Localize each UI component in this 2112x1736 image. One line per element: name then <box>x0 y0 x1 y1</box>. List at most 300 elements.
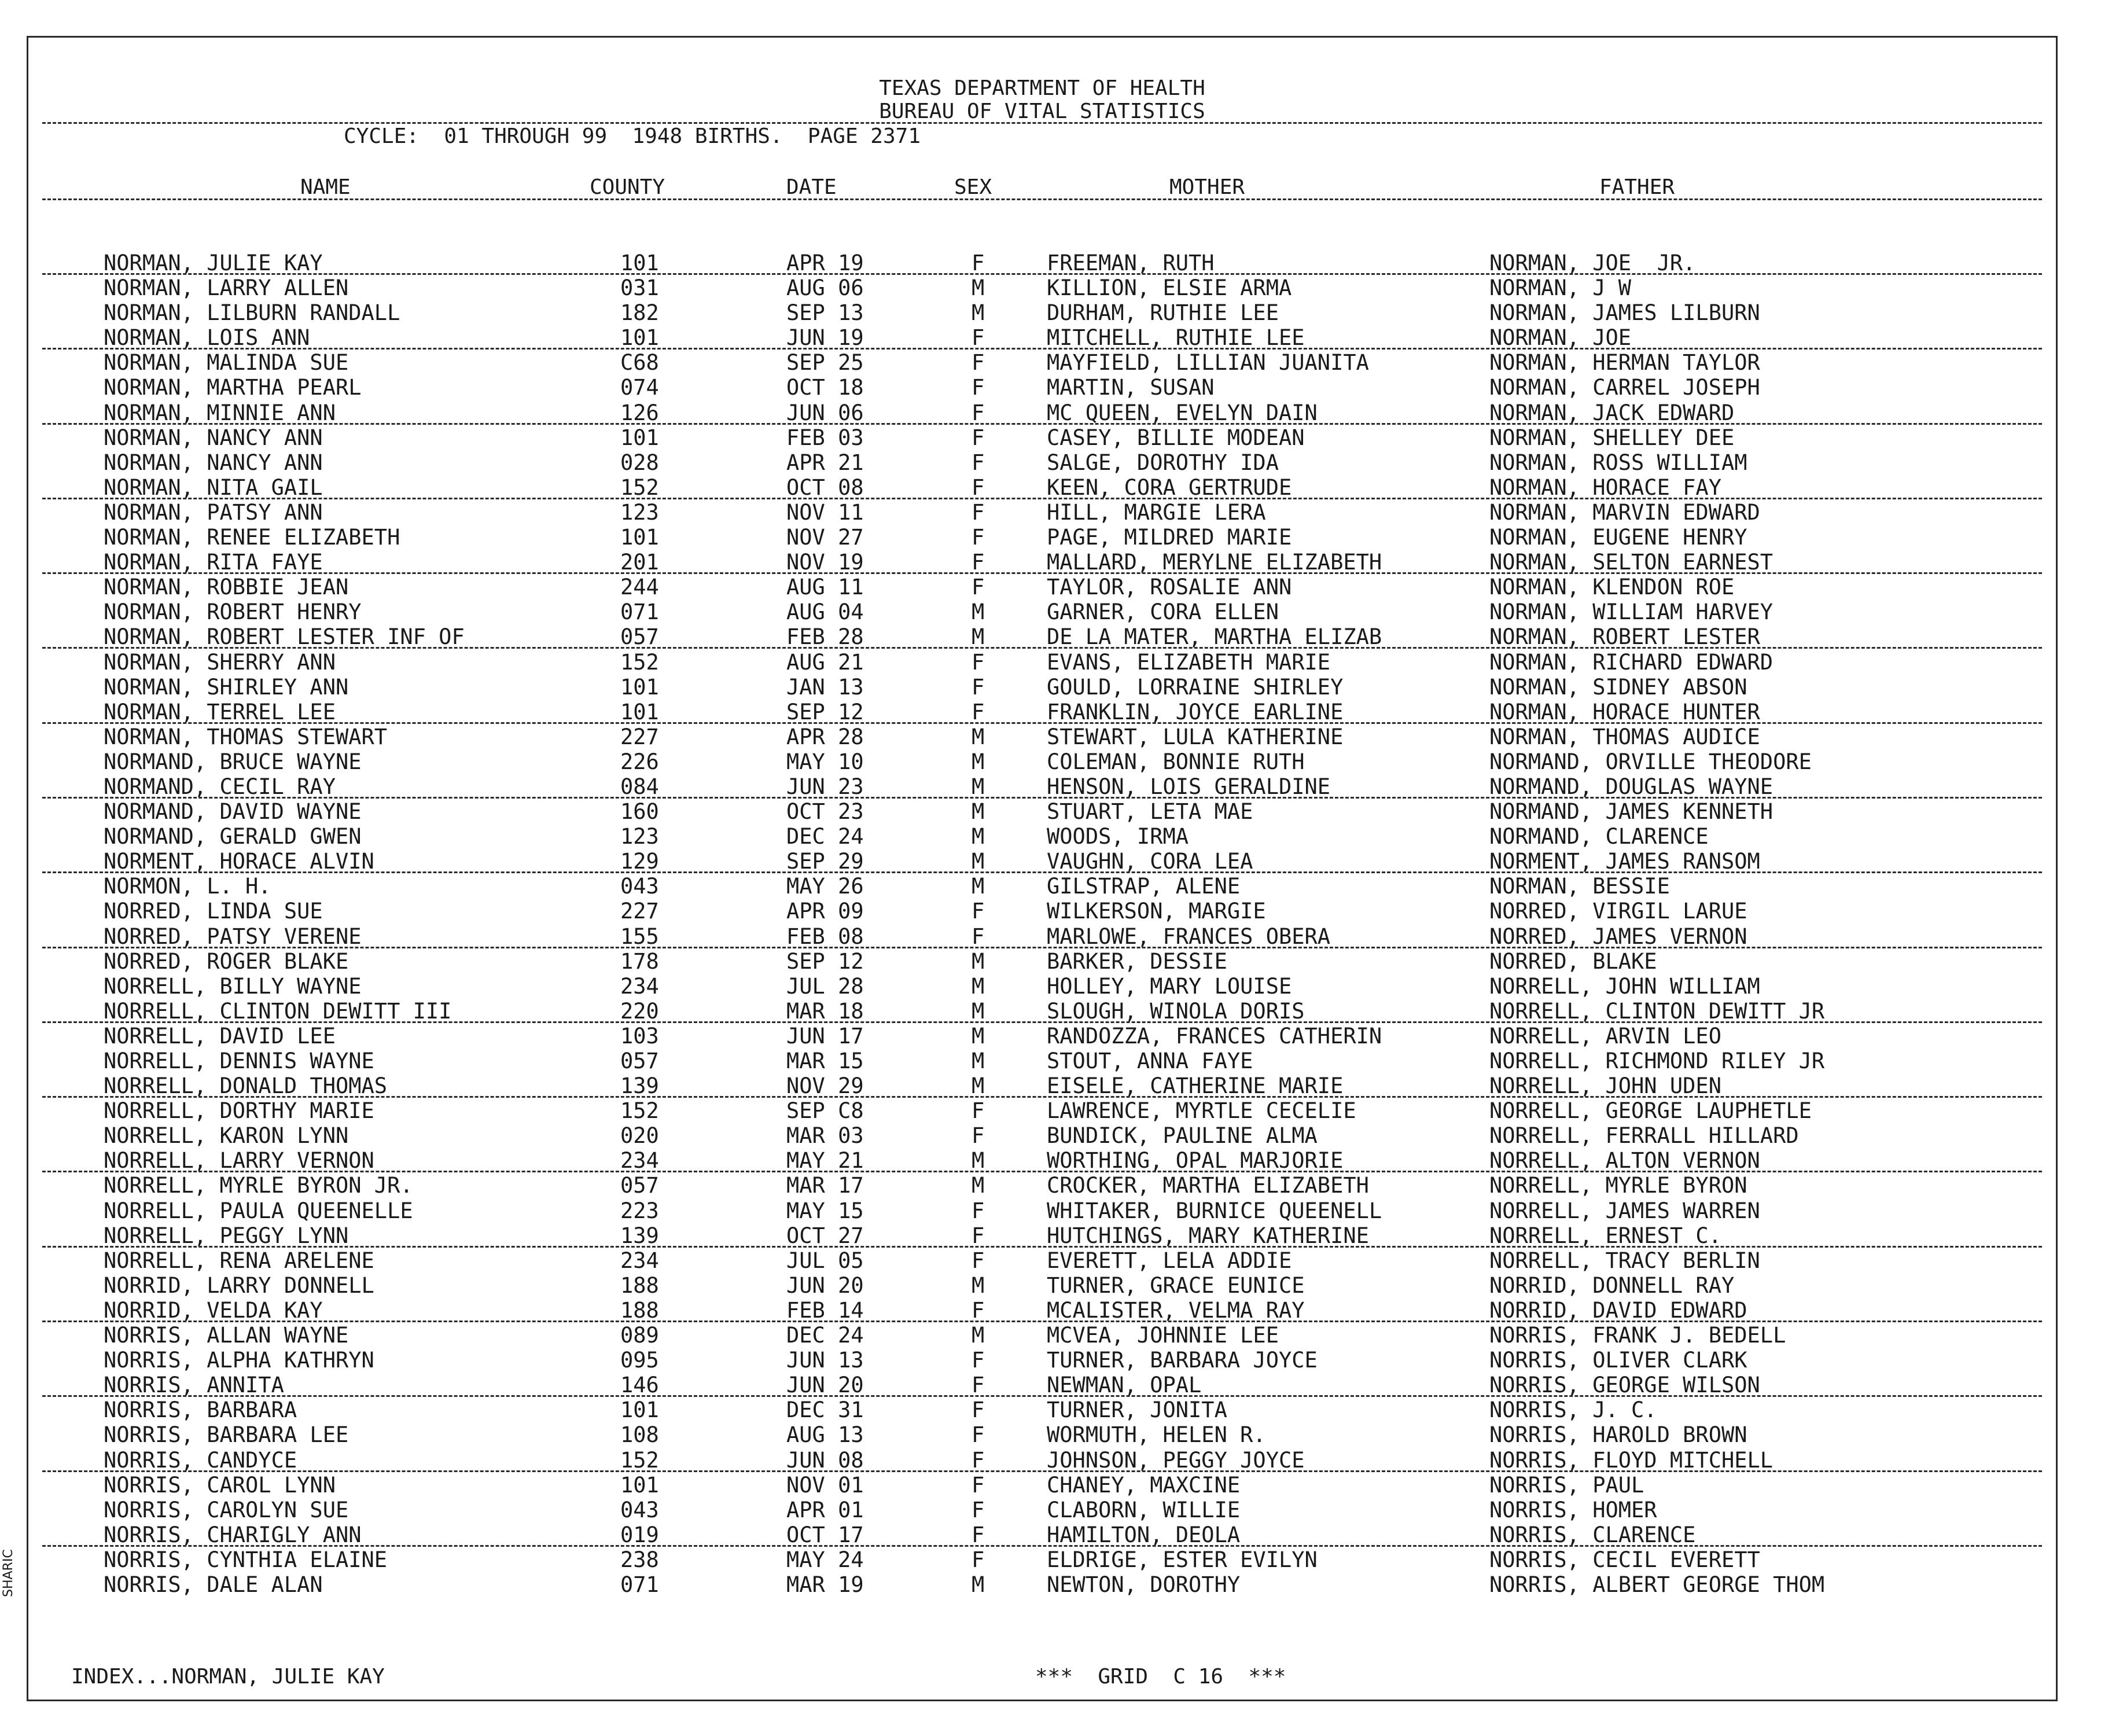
cell-county: 057 <box>620 1173 659 1198</box>
cell-date: JUN 17 <box>786 1023 864 1049</box>
cell-name: NORMAND, CECIL RAY <box>104 774 336 799</box>
cell-sex: F <box>972 1547 985 1572</box>
cell-date: JUN 13 <box>786 1348 864 1373</box>
cell-name: NORRELL, BILLY WAYNE <box>104 973 362 999</box>
cell-father: NORMAN, ROBERT LESTER <box>1489 624 1760 650</box>
cell-county: 182 <box>620 300 659 326</box>
cell-sex: M <box>972 1148 985 1174</box>
cell-county: 160 <box>620 799 659 825</box>
cell-sex: F <box>972 350 985 376</box>
cell-father: NORRIS, CECIL EVERETT <box>1489 1547 1760 1572</box>
cell-county: 152 <box>620 1098 659 1124</box>
table-row <box>28 251 2056 275</box>
cell-date: JUL 28 <box>786 973 864 999</box>
cell-county: 101 <box>620 1472 659 1498</box>
cell-father: NORRELL, JOHN UDEN <box>1489 1073 1721 1099</box>
cell-father: NORMAND, DOUGLAS WAYNE <box>1489 774 1774 799</box>
cell-mother: EISELE, CATHERINE MARIE <box>1047 1073 1344 1099</box>
row-rule <box>42 1470 2042 1472</box>
cell-name: NORRIS, ANNITA <box>104 1373 284 1398</box>
table-row <box>28 450 2056 475</box>
table-row <box>28 774 2056 799</box>
cell-mother: DURHAM, RUTHIE LEE <box>1047 300 1279 326</box>
column-header-divider <box>42 198 2042 200</box>
cell-father: NORMAN, SIDNEY ABSON <box>1489 674 1747 700</box>
row-rule <box>42 1395 2042 1397</box>
cell-sex: F <box>972 674 985 700</box>
cell-sex: F <box>972 1422 985 1448</box>
cell-sex: M <box>972 1323 985 1348</box>
cell-sex: F <box>972 375 985 400</box>
row-rule <box>42 647 2042 649</box>
cell-mother: MALLARD, MERYLNE ELIZABETH <box>1047 550 1382 575</box>
cell-mother: CROCKER, MARTHA ELIZABETH <box>1047 1173 1369 1198</box>
cell-date: AUG 21 <box>786 649 864 675</box>
cell-name: NORRIS, DALE ALAN <box>104 1572 323 1597</box>
cell-county: 071 <box>620 1572 659 1597</box>
cell-name: NORRIS, CHARIGLY ANN <box>104 1522 362 1547</box>
cell-name: NORMAN, THOMAS STEWART <box>104 724 388 749</box>
cell-county: 031 <box>620 275 659 301</box>
table-row <box>28 1323 2056 1348</box>
cell-name: NORMAN, ROBERT LESTER INF OF <box>104 624 465 650</box>
cell-father: NORRELL, ARVIN LEO <box>1489 1023 1721 1049</box>
table-row <box>28 874 2056 899</box>
table-row <box>28 1273 2056 1298</box>
index-label: INDEX...NORMAN, JULIE KAY <box>71 1665 385 1689</box>
cell-name: NORMAN, NANCY ANN <box>104 425 323 450</box>
cell-date: APR 09 <box>786 899 864 924</box>
cell-sex: F <box>972 1297 985 1323</box>
table-row <box>28 525 2056 550</box>
cell-sex: F <box>972 450 985 475</box>
cell-name: NORRELL, MYRLE BYRON JR. <box>104 1173 413 1198</box>
cell-name: NORMAN, LILBURN RANDALL <box>104 300 400 326</box>
cell-date: OCT 23 <box>786 799 864 825</box>
cell-mother: MCVEA, JOHNNIE LEE <box>1047 1323 1279 1348</box>
cell-sex: F <box>972 1373 985 1398</box>
table-row <box>28 824 2056 849</box>
cell-sex: M <box>972 1049 985 1073</box>
cell-mother: WHITAKER, BURNICE QUEENELL <box>1047 1198 1382 1223</box>
cell-mother: WORTHING, OPAL MARJORIE <box>1047 1148 1344 1174</box>
table-row <box>28 799 2056 824</box>
table-row <box>28 1098 2056 1123</box>
row-rule <box>42 722 2042 724</box>
row-rule <box>42 1096 2042 1098</box>
row-rule <box>42 947 2042 948</box>
cell-date: AUG 06 <box>786 275 864 301</box>
cell-sex: F <box>972 425 985 450</box>
cell-mother: KEEN, CORA GERTRUDE <box>1047 475 1292 500</box>
cell-father: NORRID, DONNELL RAY <box>1489 1272 1735 1298</box>
table-row <box>28 325 2056 350</box>
cell-county: 043 <box>620 874 659 899</box>
cell-mother: FRANKLIN, JOYCE EARLINE <box>1047 699 1344 724</box>
row-rule <box>42 1246 2042 1248</box>
cell-county: 108 <box>620 1422 659 1448</box>
cell-date: MAY 15 <box>786 1198 864 1223</box>
cell-date: OCT 18 <box>786 375 864 400</box>
table-row <box>28 275 2056 300</box>
column-header-county: COUNTY <box>590 175 665 199</box>
cell-county: 155 <box>620 924 659 949</box>
cell-date: MAR 17 <box>786 1173 864 1198</box>
cell-county: 188 <box>620 1272 659 1298</box>
cell-mother: TURNER, JONITA <box>1047 1397 1227 1423</box>
table-row <box>28 550 2056 575</box>
printout-frame <box>27 36 2058 1701</box>
birth-records-table <box>28 251 2056 1597</box>
cell-father: NORRELL, JAMES WARREN <box>1489 1198 1760 1223</box>
cell-mother: HUTCHINGS, MARY KATHERINE <box>1047 1223 1369 1248</box>
cell-name: NORMAN, RENEE ELIZABETH <box>104 525 400 550</box>
cell-county: 028 <box>620 450 659 475</box>
cell-father: NORRELL, JOHN WILLIAM <box>1489 973 1760 999</box>
cell-date: NOV 19 <box>786 550 864 575</box>
cell-name: NORMAN, NITA GAIL <box>104 475 323 500</box>
cell-sex: M <box>972 998 985 1024</box>
cell-father: NORRIS, GEORGE WILSON <box>1489 1373 1760 1398</box>
cell-mother: TURNER, GRACE EUNICE <box>1047 1272 1305 1298</box>
cell-sex: M <box>972 799 985 825</box>
cell-name: NORMAN, RITA FAYE <box>104 550 323 575</box>
cell-county: 146 <box>620 1373 659 1398</box>
cell-county: 178 <box>620 948 659 974</box>
cell-name: NORRIS, CAROL LYNN <box>104 1472 336 1498</box>
cell-mother: FREEMAN, RUTH <box>1047 251 1215 275</box>
table-row <box>28 949 2056 974</box>
row-rule <box>42 498 2042 499</box>
cell-father: NORMAN, EUGENE HENRY <box>1489 525 1747 550</box>
cell-name: NORRED, LINDA SUE <box>104 899 323 924</box>
header-divider <box>42 122 2042 124</box>
cell-mother: LAWRENCE, MYRTLE CECELIE <box>1047 1098 1356 1124</box>
cell-county: 234 <box>620 1248 659 1273</box>
column-header-name: NAME <box>300 175 351 199</box>
cell-county: 095 <box>620 1348 659 1373</box>
cell-mother: EVERETT, LELA ADDIE <box>1047 1248 1292 1273</box>
cell-name: NORMAN, PATSY ANN <box>104 499 323 525</box>
cell-county: 234 <box>620 1148 659 1174</box>
cell-county: 244 <box>620 575 659 600</box>
table-row <box>28 425 2056 450</box>
table-row <box>28 650 2056 675</box>
cell-date: MAY 10 <box>786 749 864 774</box>
table-row <box>28 1024 2056 1049</box>
cell-name: NORMENT, HORACE ALVIN <box>104 849 374 874</box>
cell-father: NORMAN, J W <box>1489 275 1632 301</box>
cell-county: 139 <box>620 1223 659 1248</box>
table-row <box>28 1148 2056 1173</box>
cell-name: NORRID, LARRY DONNELL <box>104 1272 374 1298</box>
table-row <box>28 1298 2056 1323</box>
table-row <box>28 700 2056 724</box>
cell-name: NORMAN, MALINDA SUE <box>104 350 349 376</box>
table-row <box>28 924 2056 949</box>
cell-date: AUG 04 <box>786 599 864 625</box>
cell-date: FEB 08 <box>786 924 864 949</box>
cell-county: 123 <box>620 824 659 849</box>
cell-father: NORMAN, JOE <box>1489 325 1632 351</box>
cell-sex: M <box>972 749 985 774</box>
cell-county: 126 <box>620 400 659 425</box>
cell-mother: STOUT, ANNA FAYE <box>1047 1049 1253 1073</box>
cell-sex: F <box>972 899 985 924</box>
cell-sex: F <box>972 525 985 550</box>
table-row <box>28 599 2056 624</box>
cell-county: 226 <box>620 749 659 774</box>
table-row <box>28 1397 2056 1422</box>
table-row <box>28 400 2056 425</box>
column-header-date: DATE <box>786 175 837 199</box>
cell-mother: GOULD, LORRAINE SHIRLEY <box>1047 674 1344 700</box>
cell-mother: WILKERSON, MARGIE <box>1047 899 1266 924</box>
table-row <box>28 500 2056 525</box>
row-rule <box>42 797 2042 799</box>
cell-sex: F <box>972 649 985 675</box>
cell-county: 101 <box>620 525 659 550</box>
table-row <box>28 749 2056 774</box>
cell-name: NORRELL, DENNIS WAYNE <box>104 1049 374 1073</box>
cell-name: NORMAND, GERALD GWEN <box>104 824 362 849</box>
table-row <box>28 1422 2056 1447</box>
row-rule <box>42 273 2042 275</box>
table-row <box>28 375 2056 400</box>
cell-name: NORRIS, CAROLYN SUE <box>104 1497 349 1522</box>
table-row <box>28 1173 2056 1198</box>
cell-father: NORMAN, BESSIE <box>1489 874 1670 899</box>
cell-sex: M <box>972 1272 985 1298</box>
table-row <box>28 1348 2056 1373</box>
cell-father: NORRELL, TRACY BERLIN <box>1489 1248 1760 1273</box>
grid-label: *** GRID C 16 *** <box>1035 1665 1286 1689</box>
cell-date: SEP 12 <box>786 699 864 724</box>
cell-date: APR 01 <box>786 1497 864 1522</box>
cell-county: 152 <box>620 475 659 500</box>
cell-mother: WOODS, IRMA <box>1047 824 1189 849</box>
cell-date: NOV 29 <box>786 1073 864 1099</box>
cell-sex: M <box>972 599 985 625</box>
cell-mother: HOLLEY, MARY LOUISE <box>1047 973 1292 999</box>
table-row <box>28 624 2056 649</box>
cell-county: 089 <box>620 1323 659 1348</box>
table-row <box>28 575 2056 599</box>
cell-father: NORRELL, ALTON VERNON <box>1489 1148 1760 1174</box>
cell-county: 101 <box>620 425 659 450</box>
cell-mother: CLABORN, WILLIE <box>1047 1497 1241 1522</box>
cell-name: NORRIS, CANDYCE <box>104 1447 297 1473</box>
cell-sex: M <box>972 849 985 874</box>
cell-county: 101 <box>620 251 659 275</box>
table-row <box>28 1373 2056 1397</box>
cell-sex: M <box>972 724 985 749</box>
cell-mother: KILLION, ELSIE ARMA <box>1047 275 1292 301</box>
cell-name: NORRIS, CYNTHIA ELAINE <box>104 1547 388 1572</box>
table-row <box>28 974 2056 999</box>
cell-sex: F <box>972 400 985 425</box>
cell-name: NORMAN, MINNIE ANN <box>104 400 336 425</box>
table-row <box>28 1448 2056 1473</box>
cell-mother: HILL, MARGIE LERA <box>1047 499 1266 525</box>
cell-date: OCT 08 <box>786 475 864 500</box>
cell-date: APR 19 <box>786 251 864 275</box>
cell-father: NORRED, JAMES VERNON <box>1489 924 1747 949</box>
cell-sex: F <box>972 325 985 351</box>
cell-name: NORMAN, SHIRLEY ANN <box>104 674 349 700</box>
cell-date: MAR 15 <box>786 1049 864 1073</box>
cell-date: JUN 08 <box>786 1447 864 1473</box>
cell-mother: BARKER, DESSIE <box>1047 948 1227 974</box>
cell-county: 101 <box>620 699 659 724</box>
cell-date: JAN 13 <box>786 674 864 700</box>
column-header-mother: MOTHER <box>1169 175 1245 199</box>
cell-sex: F <box>972 1248 985 1273</box>
cell-father: NORMAN, SELTON EARNEST <box>1489 550 1774 575</box>
cell-father: NORMAN, HORACE HUNTER <box>1489 699 1760 724</box>
cell-name: NORMAN, LOIS ANN <box>104 325 310 351</box>
cell-mother: CHANEY, MAXCINE <box>1047 1472 1241 1498</box>
cell-sex: F <box>972 475 985 500</box>
cell-county: 227 <box>620 724 659 749</box>
cell-date: APR 28 <box>786 724 864 749</box>
cell-father: NORRELL, ERNEST C. <box>1489 1223 1721 1248</box>
cell-date: MAY 26 <box>786 874 864 899</box>
cell-sex: F <box>972 1223 985 1248</box>
cell-date: SEP 25 <box>786 350 864 376</box>
cell-date: AUG 11 <box>786 575 864 600</box>
table-row <box>28 1123 2056 1148</box>
cell-mother: RANDOZZA, FRANCES CATHERIN <box>1047 1023 1382 1049</box>
cell-county: 188 <box>620 1297 659 1323</box>
row-rule <box>42 1171 2042 1172</box>
cell-father: NORRELL, GEORGE LAUPHETLE <box>1489 1098 1812 1124</box>
cell-sex: F <box>972 699 985 724</box>
cell-name: NORMAN, ROBBIE JEAN <box>104 575 349 600</box>
cell-mother: MAYFIELD, LILLIAN JUANITA <box>1047 350 1369 376</box>
cell-name: NORRELL, DONALD THOMAS <box>104 1073 388 1099</box>
row-rule <box>42 1321 2042 1322</box>
cell-mother: STUART, LETA MAE <box>1047 799 1253 825</box>
cell-date: APR 21 <box>786 450 864 475</box>
cell-father: NORRELL, FERRALL HILLARD <box>1489 1123 1799 1149</box>
cell-name: NORRELL, DAVID LEE <box>104 1023 336 1049</box>
cell-date: MAR 19 <box>786 1572 864 1597</box>
table-row <box>28 300 2056 325</box>
cell-name: NORRED, ROGER BLAKE <box>104 948 349 974</box>
cell-county: 071 <box>620 599 659 625</box>
cell-mother: ELDRIGE, ESTER EVILYN <box>1047 1547 1318 1572</box>
cell-mother: WORMUTH, HELEN R. <box>1047 1422 1266 1448</box>
table-row <box>28 1049 2056 1073</box>
cell-name: NORRELL, PAULA QUEENELLE <box>104 1198 413 1223</box>
cell-date: AUG 13 <box>786 1422 864 1448</box>
cell-father: NORMAND, CLARENCE <box>1489 824 1709 849</box>
cell-name: NORRIS, BARBARA <box>104 1397 297 1423</box>
cell-name: NORMAN, SHERRY ANN <box>104 649 336 675</box>
cell-name: NORMAN, ROBERT HENRY <box>104 599 362 625</box>
cell-county: 057 <box>620 624 659 650</box>
cell-date: DEC 31 <box>786 1397 864 1423</box>
cell-date: JUN 06 <box>786 400 864 425</box>
cell-name: NORMAN, JULIE KAY <box>104 251 323 275</box>
cell-sex: F <box>972 1098 985 1124</box>
cell-date: MAY 24 <box>786 1547 864 1572</box>
cell-county: 129 <box>620 849 659 874</box>
cell-date: SEP 29 <box>786 849 864 874</box>
cell-sex: M <box>972 774 985 799</box>
cell-mother: VAUGHN, CORA LEA <box>1047 849 1253 874</box>
cell-county: 101 <box>620 325 659 351</box>
cell-father: NORMAND, ORVILLE THEODORE <box>1489 749 1812 774</box>
cell-father: NORMAN, JOE JR. <box>1489 251 1696 275</box>
cell-county: 084 <box>620 774 659 799</box>
cell-date: NOV 27 <box>786 525 864 550</box>
cell-date: FEB 14 <box>786 1297 864 1323</box>
side-label: SHARIC <box>1 1549 16 1597</box>
cell-name: NORRELL, RENA ARELENE <box>104 1248 374 1273</box>
cell-name: NORMAN, NANCY ANN <box>104 450 323 475</box>
cell-sex: F <box>972 499 985 525</box>
table-row <box>28 899 2056 924</box>
cell-mother: GILSTRAP, ALENE <box>1047 874 1241 899</box>
cell-father: NORMAN, HERMAN TAYLOR <box>1489 350 1760 376</box>
cell-father: NORMENT, JAMES RANSOM <box>1489 849 1760 874</box>
cell-father: NORRIS, PAUL <box>1489 1472 1644 1498</box>
cell-county: 123 <box>620 499 659 525</box>
cell-father: NORRED, BLAKE <box>1489 948 1657 974</box>
cell-name: NORRID, VELDA KAY <box>104 1297 323 1323</box>
cell-county: 103 <box>620 1023 659 1049</box>
cell-name: NORRIS, ALPHA KATHRYN <box>104 1348 374 1373</box>
cell-county: 223 <box>620 1198 659 1223</box>
table-row <box>28 1248 2056 1273</box>
cell-county: 057 <box>620 1049 659 1073</box>
cell-sex: F <box>972 1447 985 1473</box>
cell-date: SEP 12 <box>786 948 864 974</box>
cell-county: 227 <box>620 899 659 924</box>
cell-sex: F <box>972 1397 985 1423</box>
cell-sex: F <box>972 1472 985 1498</box>
report-title: TEXAS DEPARTMENT OF HEALTH <box>879 76 1205 100</box>
cell-sex: F <box>972 1522 985 1547</box>
table-row <box>28 1198 2056 1223</box>
cell-date: JUL 05 <box>786 1248 864 1273</box>
cell-county: C68 <box>620 350 659 376</box>
cell-name: NORRELL, PEGGY LYNN <box>104 1223 349 1248</box>
table-row <box>28 1223 2056 1248</box>
cell-father: NORMAN, CARREL JOSEPH <box>1489 375 1760 400</box>
cell-county: 101 <box>620 674 659 700</box>
cell-mother: TURNER, BARBARA JOYCE <box>1047 1348 1318 1373</box>
cell-sex: M <box>972 1023 985 1049</box>
cycle-line: CYCLE: 01 THROUGH 99 1948 BIRTHS. PAGE 2371 <box>344 124 921 148</box>
table-row <box>28 724 2056 749</box>
cell-sex: M <box>972 1073 985 1099</box>
cell-sex: M <box>972 824 985 849</box>
cell-sex: M <box>972 624 985 650</box>
cell-father: NORRELL, CLINTON DEWITT JR <box>1489 998 1825 1024</box>
cell-father: NORMAN, THOMAS AUDICE <box>1489 724 1760 749</box>
cell-sex: M <box>972 300 985 326</box>
cell-date: OCT 17 <box>786 1522 864 1547</box>
cell-date: NOV 11 <box>786 499 864 525</box>
cell-father: NORMAN, ROSS WILLIAM <box>1489 450 1747 475</box>
cell-county: 238 <box>620 1547 659 1572</box>
cell-name: NORMAND, BRUCE WAYNE <box>104 749 362 774</box>
cell-sex: M <box>972 874 985 899</box>
cell-date: MAR 03 <box>786 1123 864 1149</box>
